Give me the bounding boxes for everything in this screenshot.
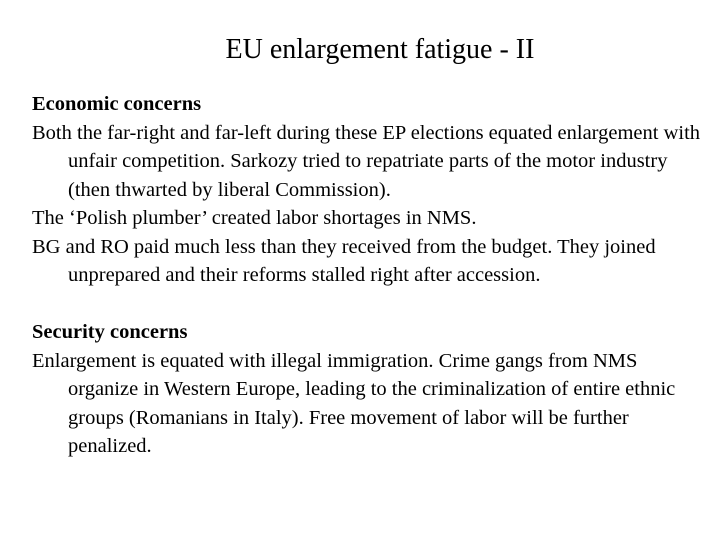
paragraph-illegal-immigration: Enlargement is equated with illegal immigration. Crime gangs from NMS organize in Western Europe, leading to the criminalization of entire ethnic groups (Romanians in Italy). Free movement of labor will be further penalized. bbox=[32, 349, 676, 457]
paragraph-polish-plumber: The ‘Polish plumber’ created labor shortages in NMS. bbox=[32, 207, 477, 229]
section-heading-security: Security concerns bbox=[32, 321, 188, 343]
section-security-concerns bbox=[32, 318, 712, 461]
paragraph-bg-ro-budget: BG and RO paid much less than they received from the budget. They joined unprepared and their reforms stalled right after accession. bbox=[32, 235, 656, 286]
slide-body bbox=[32, 90, 712, 461]
paragraph-enlargement-competition: Both the far-right and far-left during these EP elections equated enlargement with unfair competition. Sarkozy tried to repatriate parts of the motor industry (then thwarted by liberal Commission). bbox=[32, 121, 701, 201]
slide-title: EU enlargement fatigue - II bbox=[225, 34, 535, 65]
section-heading-economic: Economic concerns bbox=[32, 93, 202, 115]
section-economic-concerns bbox=[32, 90, 712, 290]
section-spacer bbox=[32, 290, 712, 319]
